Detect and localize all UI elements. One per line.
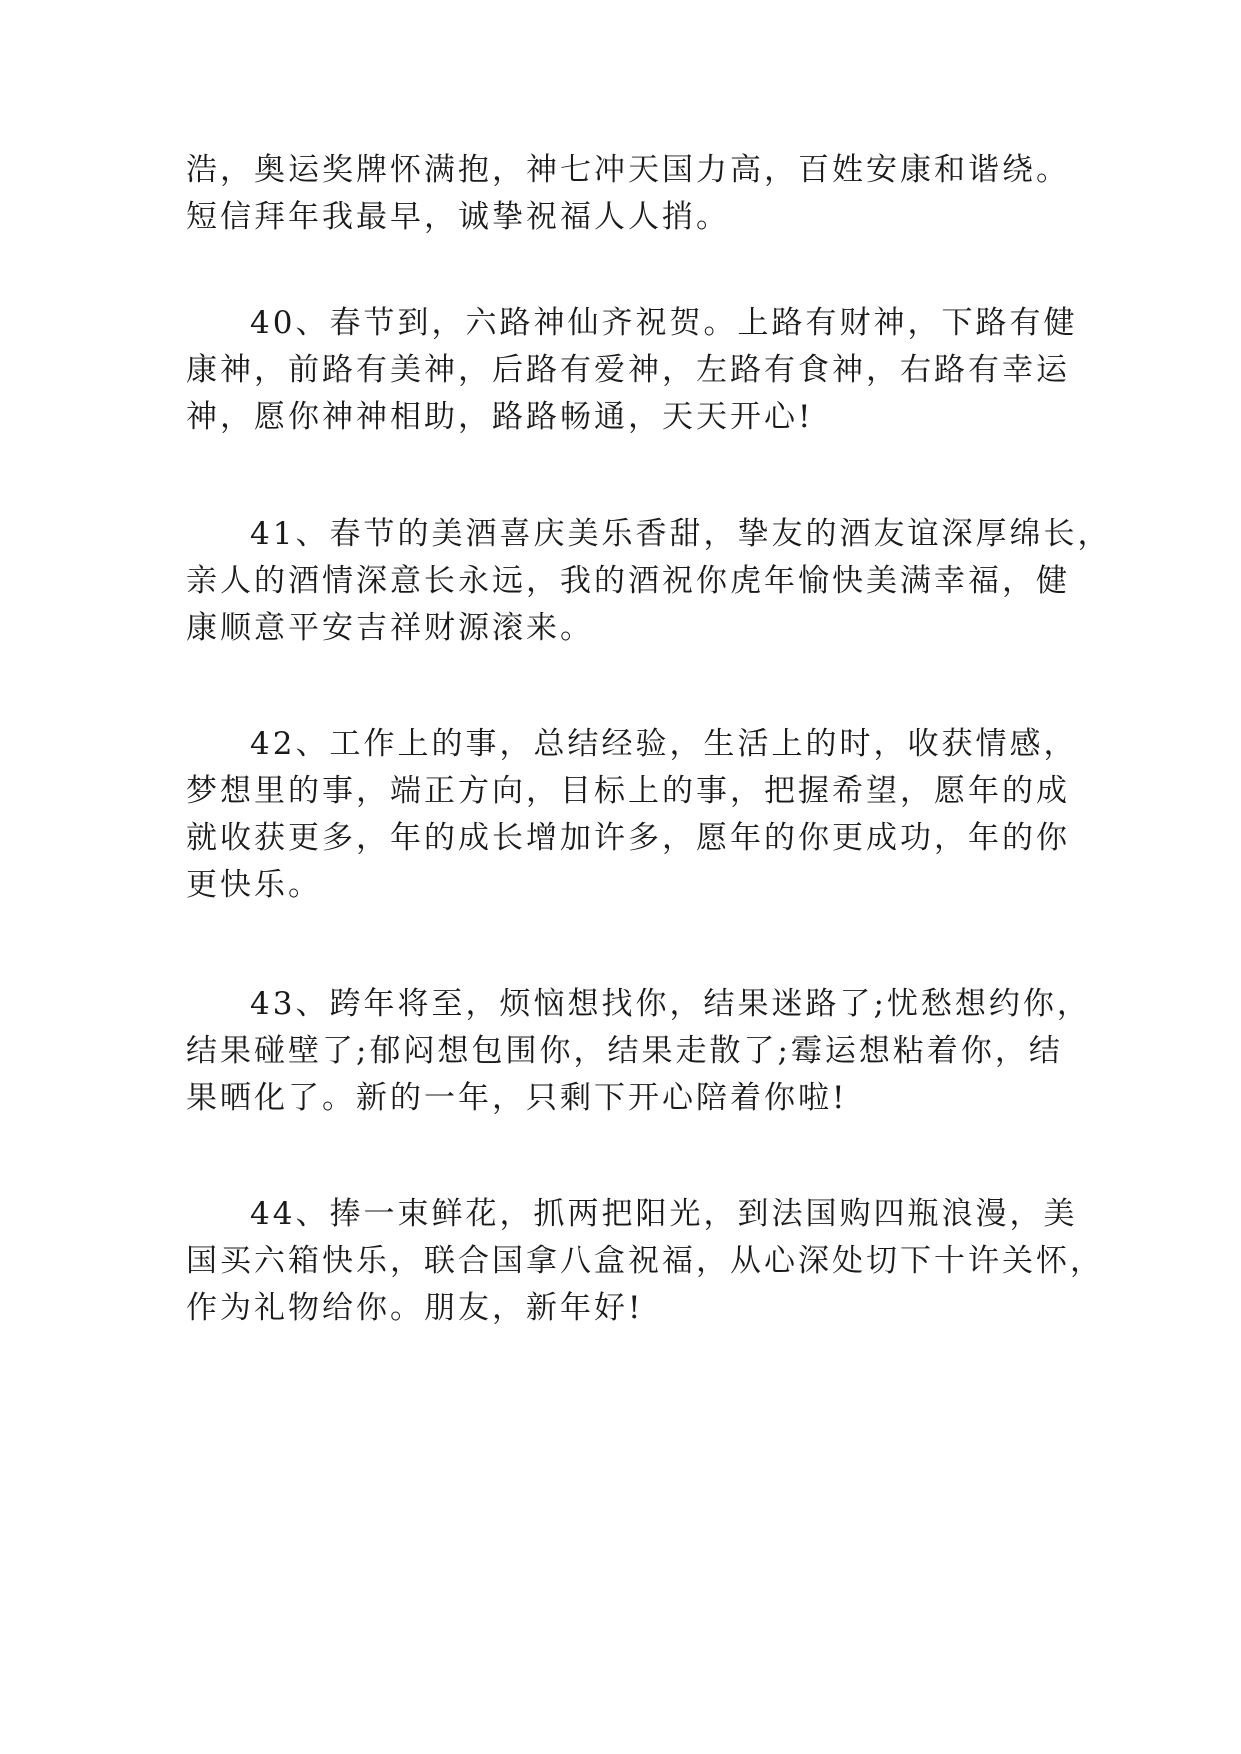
paragraph-42 (186, 721, 1086, 909)
paragraph-line: 国买六箱快乐，联合国拿八盒祝福，从心深处切下十许关怀， (186, 1243, 1104, 1279)
paragraph-line: 亲人的酒情深意长永远，我的酒祝你虎年愉快美满幸福，健 (186, 563, 1070, 599)
paragraph-line: 康顺意平安吉祥财源滚来。 (186, 610, 594, 646)
paragraph-line: 44、捧一束鲜花，抓两把阳光，到法国购四瓶浪漫，美 (250, 1196, 1078, 1232)
paragraph-40 (186, 300, 1086, 441)
paragraph-line: 更快乐。 (186, 867, 322, 903)
paragraph-line: 43、跨年将至，烦恼想找你，结果迷路了;忧愁想约你， (250, 986, 1091, 1022)
paragraph-line: 果晒化了。新的一年，只剩下开心陪着你啦! (186, 1080, 848, 1116)
paragraph-line: 41、春节的美酒喜庆美乐香甜，挚友的酒友谊深厚绵长， (250, 516, 1112, 552)
paragraph-line: 40、春节到，六路神仙齐祝贺。上路有财神，下路有健 (250, 305, 1078, 341)
paragraph-41 (186, 511, 1112, 652)
paragraph-line: 就收获更多，年的成长增加许多，愿年的你更成功，年的你 (186, 820, 1070, 856)
paragraph-continued (186, 147, 1086, 241)
paragraph-43 (186, 981, 1091, 1122)
paragraph-line: 康神，前路有美神，后路有爱神，左路有食神，右路有幸运 (186, 352, 1070, 388)
paragraph-44 (186, 1191, 1104, 1332)
paragraph-line: 神，愿你神神相助，路路畅通，天天开心! (186, 399, 814, 435)
paragraph-line: 42、工作上的事，总结经验，生活上的时，收获情感， (250, 726, 1078, 762)
paragraph-line: 浩，奥运奖牌怀满抱，神七冲天国力高，百姓安康和谐绕。 (186, 152, 1070, 188)
paragraph-line: 作为礼物给你。朋友，新年好! (186, 1290, 644, 1326)
paragraph-line: 短信拜年我最早，诚挚祝福人人捎。 (186, 199, 730, 235)
paragraph-line: 梦想里的事，端正方向，目标上的事，把握希望，愿年的成 (186, 773, 1070, 809)
paragraph-line: 结果碰壁了;郁闷想包围你，结果走散了;霉运想粘着你，结 (186, 1033, 1063, 1069)
